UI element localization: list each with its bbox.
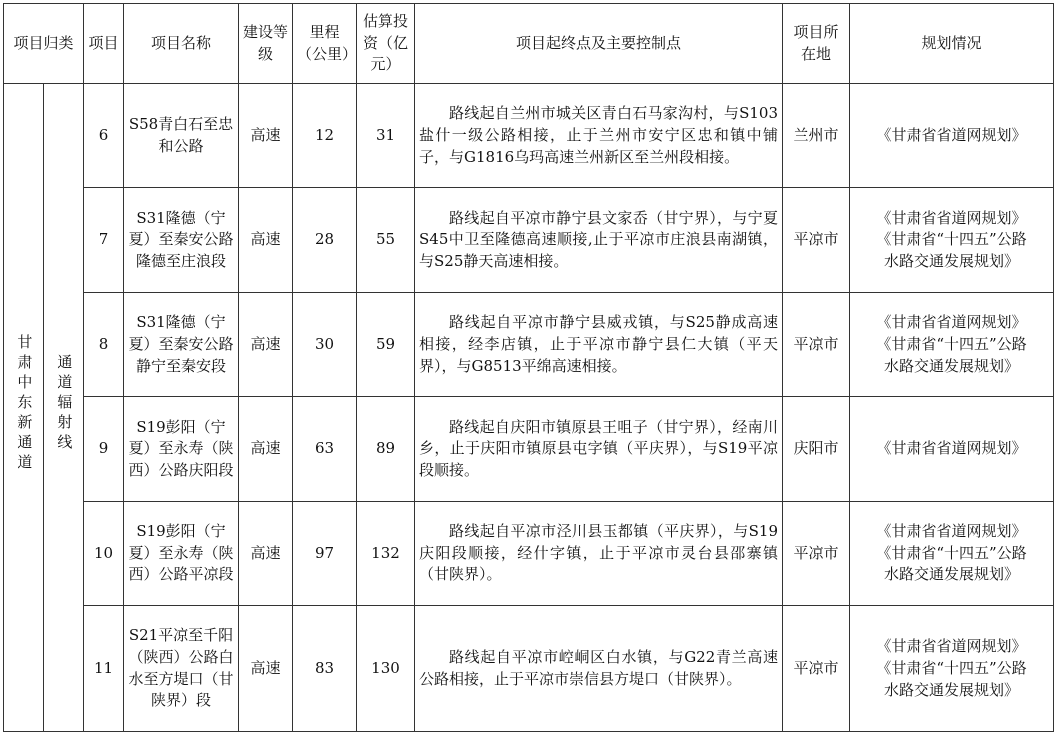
- row-name: S31隆德（宁夏）至秦安公路静宁至秦安段: [124, 292, 239, 396]
- header-location: 项目所在地: [783, 4, 850, 84]
- row-investment: 31: [357, 84, 415, 188]
- row-index: 11: [84, 606, 124, 732]
- row-mileage: 30: [293, 292, 357, 396]
- row-plans: 《甘肃省省道网规划》: [850, 397, 1054, 501]
- category-main-cell: [4, 84, 84, 732]
- row-route: 路线起自兰州市城关区青白石马家沟村，与S103盐什一级公路相接，止于兰州市安宁区忠和镇中铺子，与G1816乌玛高速兰州新区至兰州段相接。: [415, 84, 783, 188]
- table-row: [4, 188, 1054, 292]
- category-split: [4, 84, 83, 731]
- row-mileage: 28: [293, 188, 357, 292]
- row-grade: 高速: [239, 501, 293, 605]
- row-route: 路线起自平凉市崆峒区白水镇，与G22青兰高速公路相接，止于平凉市崇信县方堤口（甘陕界）。: [415, 606, 783, 732]
- header-route: 项目起终点及主要控制点: [415, 4, 783, 84]
- table-row: [4, 292, 1054, 396]
- row-name: S19彭阳（宁夏）至永寿（陕西）公路庆阳段: [124, 397, 239, 501]
- project-table: [3, 3, 1054, 732]
- row-index: 8: [84, 292, 124, 396]
- row-mileage: 12: [293, 84, 357, 188]
- table-row: [4, 397, 1054, 501]
- row-investment: 130: [357, 606, 415, 732]
- row-grade: 高速: [239, 188, 293, 292]
- row-grade: 高速: [239, 84, 293, 188]
- row-location: 平凉市: [783, 501, 850, 605]
- row-location: 庆阳市: [783, 397, 850, 501]
- row-name: S58青白石至忠和公路: [124, 84, 239, 188]
- row-location: 兰州市: [783, 84, 850, 188]
- row-route: 路线起自庆阳市镇原县王咀子（甘宁界），经南川乡，止于庆阳市镇原县屯字镇（平庆界），与S19平凉段顺接。: [415, 397, 783, 501]
- row-index: 10: [84, 501, 124, 605]
- header-grade: 建设等级: [239, 4, 293, 84]
- row-plans: 《甘肃省省道网规划》: [850, 84, 1054, 188]
- header-planning: 规划情况: [850, 4, 1054, 84]
- category-sub: 通道辐射线: [55, 354, 74, 455]
- header-mileage: 里程（公里）: [293, 4, 357, 84]
- header-name: 项目名称: [124, 4, 239, 84]
- table-row: [4, 84, 1054, 188]
- header-investment: 估算投资（亿元）: [357, 4, 415, 84]
- row-mileage: 97: [293, 501, 357, 605]
- row-investment: 55: [357, 188, 415, 292]
- row-plans: 《甘肃省省道网规划》 《甘肃省“十四五”公路 水路交通发展规划》: [850, 501, 1054, 605]
- row-route: 路线起自平凉市静宁县威戎镇，与S25静成高速相接，经李店镇，止于平凉市静宁县仁大镇（平天界），与G8513平绵高速相接。: [415, 292, 783, 396]
- row-grade: 高速: [239, 397, 293, 501]
- row-mileage: 83: [293, 606, 357, 732]
- row-investment: 89: [357, 397, 415, 501]
- row-name: S21平凉至千阳（陕西）公路白水至方堤口（甘陕界）段: [124, 606, 239, 732]
- header-index: 项目: [84, 4, 124, 84]
- row-plans: 《甘肃省省道网规划》 《甘肃省“十四五”公路 水路交通发展规划》: [850, 188, 1054, 292]
- row-name: S19彭阳（宁夏）至永寿（陕西）公路平凉段: [124, 501, 239, 605]
- row-plans: 《甘肃省省道网规划》 《甘肃省“十四五”公路 水路交通发展规划》: [850, 606, 1054, 732]
- row-grade: 高速: [239, 606, 293, 732]
- row-plans: 《甘肃省省道网规划》 《甘肃省“十四五”公路 水路交通发展规划》: [850, 292, 1054, 396]
- row-index: 6: [84, 84, 124, 188]
- table-row: [4, 501, 1054, 605]
- table-row: [4, 606, 1054, 732]
- row-grade: 高速: [239, 292, 293, 396]
- row-route: 路线起自平凉市静宁县文家岙（甘宁界），与宁夏S45中卫至隆德高速顺接,止于平凉市庄浪县南湖镇，与S25静天高速相接。: [415, 188, 783, 292]
- row-location: 平凉市: [783, 606, 850, 732]
- header-category: 项目归类: [4, 4, 84, 84]
- row-investment: 59: [357, 292, 415, 396]
- row-mileage: 63: [293, 397, 357, 501]
- category-main: 甘肃中东新通道: [15, 334, 34, 475]
- header-row: [4, 4, 1054, 84]
- row-index: 9: [84, 397, 124, 501]
- row-route: 路线起自平凉市泾川县玉都镇（平庆界），与S19庆阳段顺接，经什字镇，止于平凉市灵台县邵寨镇（甘陕界）。: [415, 501, 783, 605]
- row-location: 平凉市: [783, 292, 850, 396]
- row-index: 7: [84, 188, 124, 292]
- row-location: 平凉市: [783, 188, 850, 292]
- row-investment: 132: [357, 501, 415, 605]
- row-name: S31隆德（宁夏）至秦安公路隆德至庄浪段: [124, 188, 239, 292]
